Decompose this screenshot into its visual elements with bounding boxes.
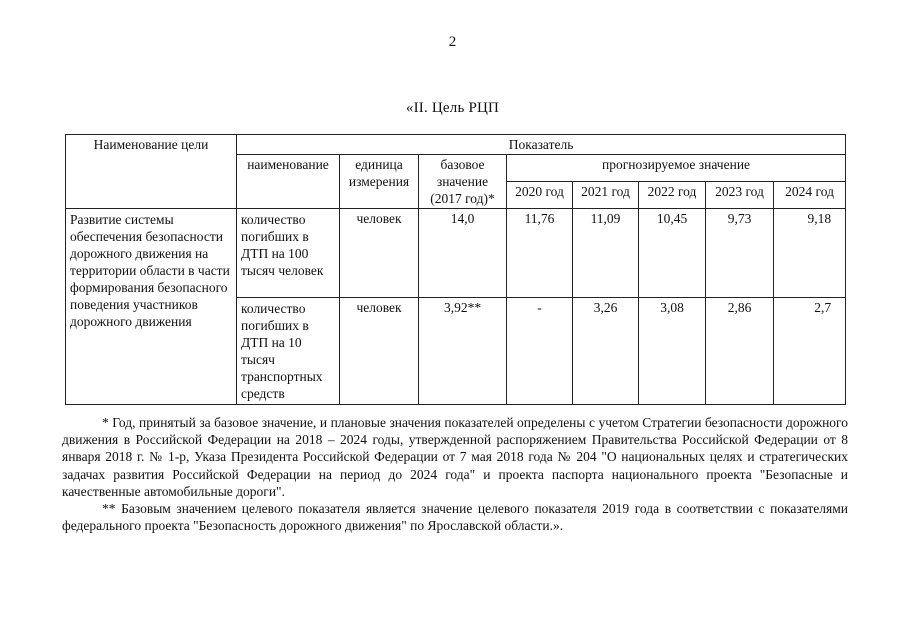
indicator-value: 3,08 [639, 298, 706, 405]
header-goal-name: Наименование цели [66, 135, 237, 209]
goal-cell: Развитие системы обеспечения безопасности дорожного движения на территории области в части формирования безопасного поведения участников дорожного движения [66, 209, 237, 405]
indicator-unit: человек [340, 209, 419, 298]
indicator-value: 11,76 [507, 209, 573, 298]
header-indicator: Показатель [237, 135, 846, 155]
goal-table [65, 134, 846, 405]
indicator-base: 3,92** [419, 298, 507, 405]
indicator-name: количество погибших в ДТП на 10 тысяч транспортных средств [237, 298, 340, 405]
indicator-name: количество погибших в ДТП на 100 тысяч человек [237, 209, 340, 298]
indicator-value: 9,73 [706, 209, 774, 298]
header-year: 2024 год [774, 182, 846, 209]
footnotes [62, 414, 848, 534]
indicator-value: 2,7 [774, 298, 846, 405]
indicator-value: 11,09 [573, 209, 639, 298]
header-row-1 [66, 135, 846, 155]
indicator-unit: человек [340, 298, 419, 405]
indicator-value: - [507, 298, 573, 405]
footnote-2: ** Базовым значением целевого показателя является значение целевого показателя 2019 года в соответствии с показателями федерального проекта "Безопасность дорожного движения" по Ярославской области.». [62, 501, 848, 534]
header-unit: единица измерения [340, 155, 419, 209]
header-name: наименование [237, 155, 340, 209]
indicator-value: 9,18 [774, 209, 846, 298]
page-number: 2 [448, 34, 457, 50]
footnote-1: * Год, принятый за базовое значение, и плановые значения показателей определены с учетом Стратегии безопасности дорожного движения в Российской Федерации на 2018 – 2024 годы, утвержденной распоряжением Правительства Российской Федерации от 8 января 2018 г. № 1-р, Указа Президента Российской Федерации от 7 мая 2018 года № 204 "О национальных целях и стратегических задачах развития Российской Федерации на период до 2024 года" и проекта паспорта национального проекта "Безопасные и качественные автомобильные дороги". [62, 415, 848, 499]
header-year: 2022 год [639, 182, 706, 209]
indicator-value: 2,86 [706, 298, 774, 405]
table-row [66, 209, 846, 298]
header-year: 2021 год [573, 182, 639, 209]
header-base: базовое значение (2017 год)* [419, 155, 507, 209]
section-title: «II. Цель РЦП [405, 100, 500, 116]
header-year: 2023 год [706, 182, 774, 209]
indicator-value: 10,45 [639, 209, 706, 298]
header-year: 2020 год [507, 182, 573, 209]
header-forecast: прогнозируемое значение [507, 155, 846, 182]
indicator-base: 14,0 [419, 209, 507, 298]
indicator-value: 3,26 [573, 298, 639, 405]
